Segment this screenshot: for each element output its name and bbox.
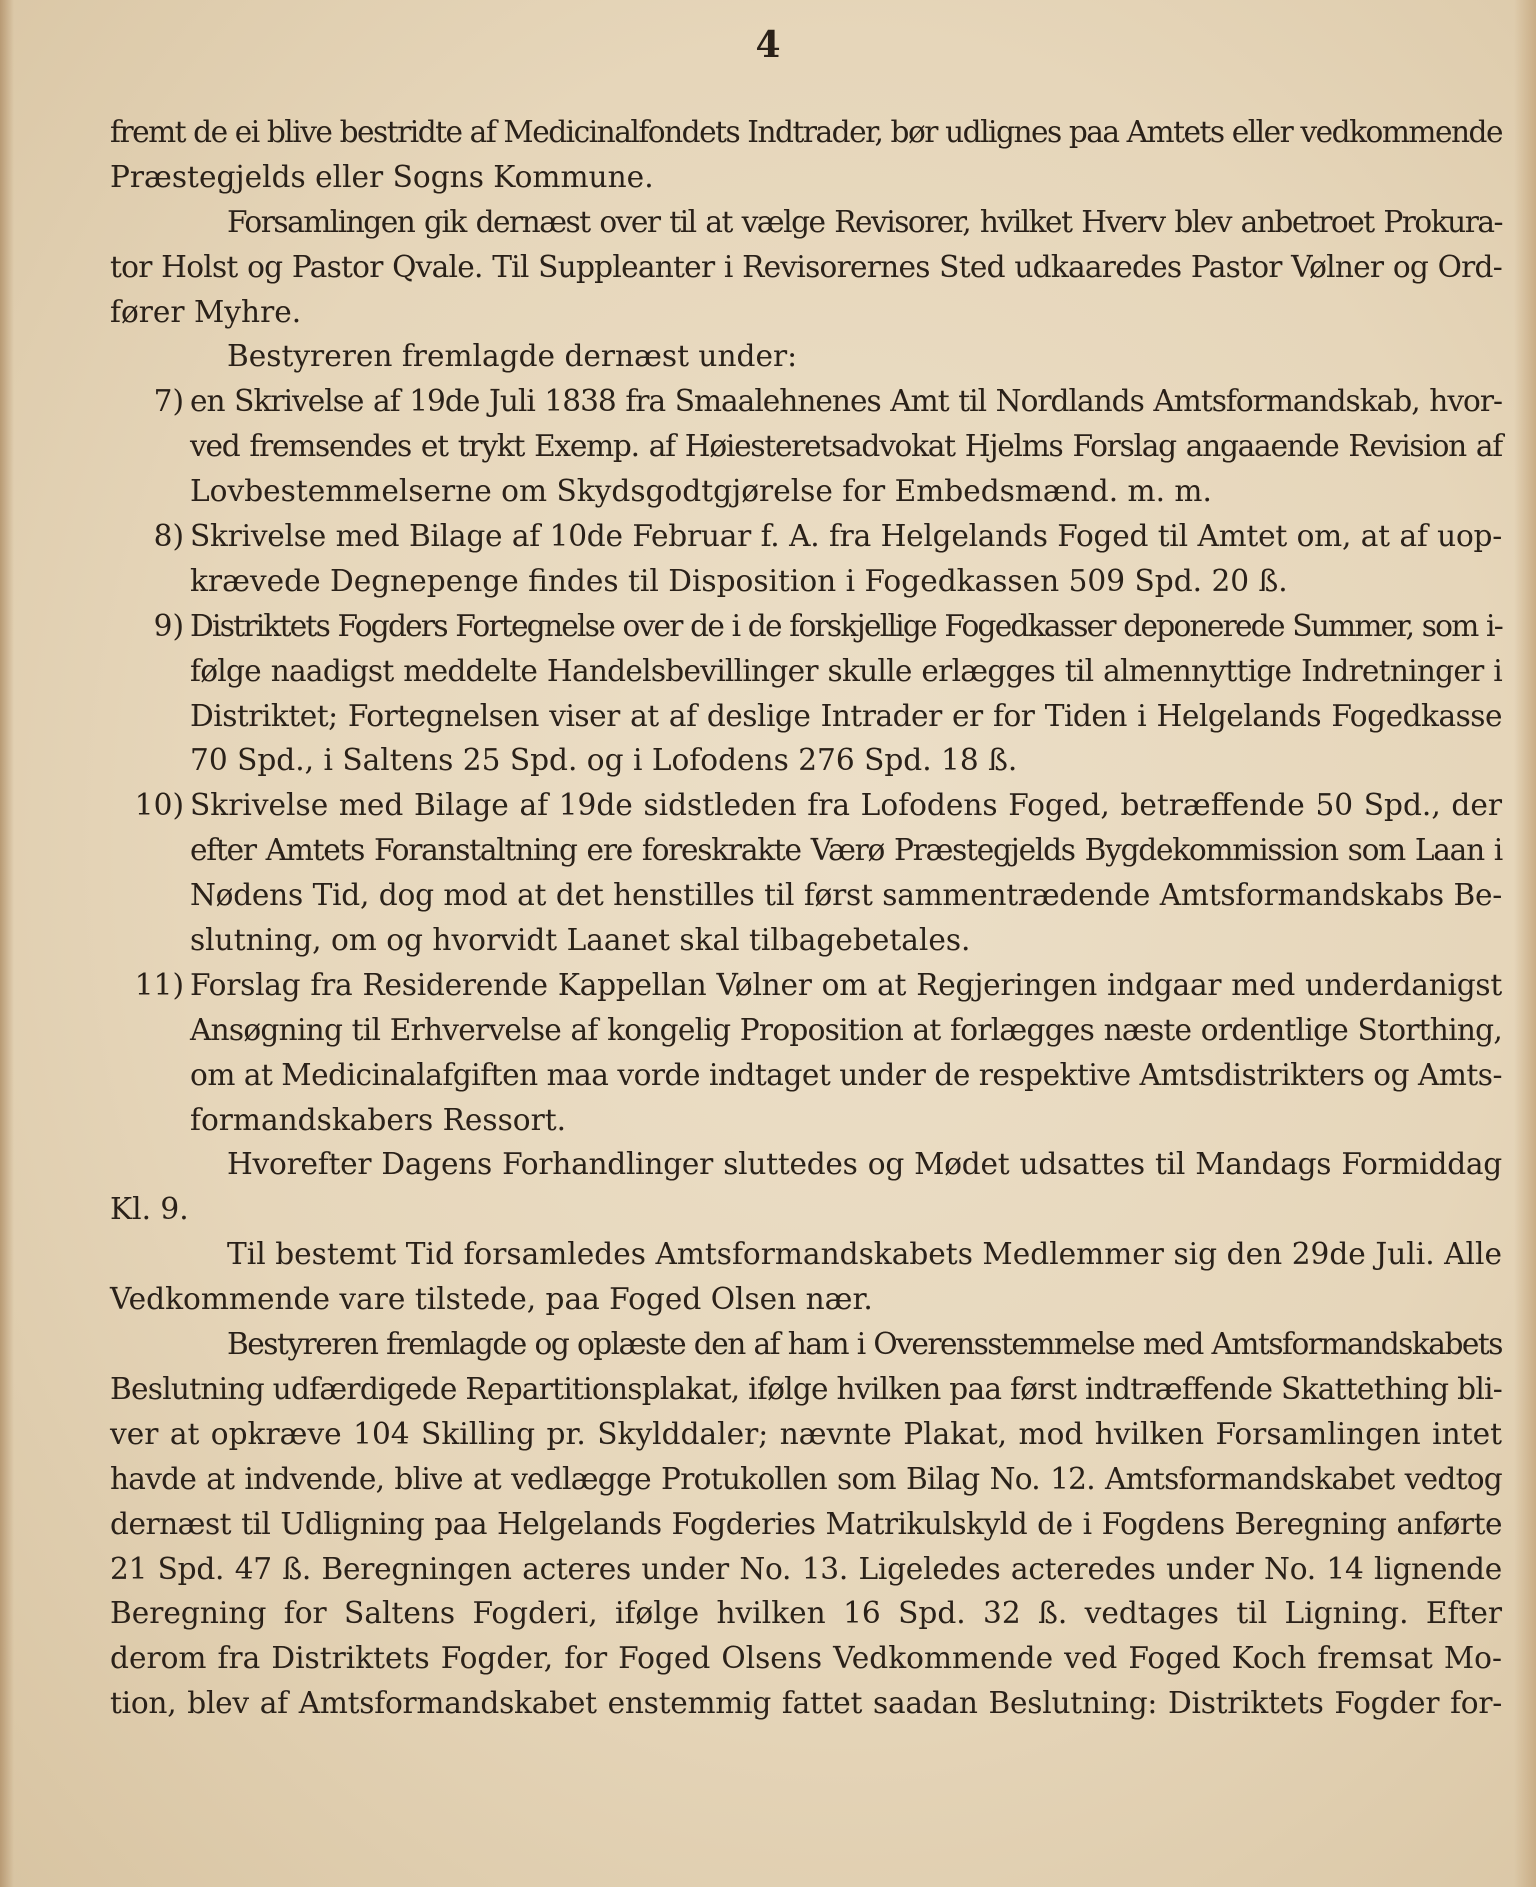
page-number: 4 [755,24,781,66]
list-item-9 [110,604,1502,784]
page-edge-shadow-left [0,0,14,1887]
text-line: 70 Spd., i Saltens 25 Spd. og i Lofodens 276 Spd. 18 ß. [190,743,1018,778]
text-line: Nødens Tid, dog mod at det henstilles til først sammentrædende Amtsformandskabs Be- [190,878,1502,913]
text-line: Bestyreren fremlagde dernæst under: [227,339,798,374]
page-edge-shadow-right [1514,0,1536,1887]
list-item-10 [110,783,1502,963]
list-item-8 [110,514,1502,604]
text-line: Skrivelse med Bilage af 10de Februar f. A. fra Helgelands Foged til Amtet om, at af uop- [190,519,1502,554]
text-line: Kl. 9. [110,1192,189,1227]
text-line: slutning, om og hvorvidt Laanet skal tilbagebetales. [190,923,971,958]
text-line: Skrivelse med Bilage af 19de sidstleden fra Lofodens Foged, betræffende 50 Spd., der [190,788,1502,823]
text-line: fremt de ei blive bestridte af Medicinalfondets Indtrader, bør udlignes paa Amtets eller vedkommende [110,115,1502,149]
text-line: Distriktet; Fortegnelsen viser at af deslige Intrader er for Tiden i Helgelands Fogedkasse [190,698,1502,733]
list-item-7 [110,379,1502,514]
text-line: Distriktets Fogders Fortegnelse over de i de forskjellige Fogedkasser deponerede Summer, som i- [190,608,1502,643]
text-line: Ansøgning til Erhvervelse af kongelig Proposition at forlægges næste ordentlige Storthing, [190,1012,1502,1047]
text-line: tor Holst og Pastor Qvale. Til Suppleanter i Revisorernes Sted udkaaredes Pastor Vølner og Ord- [110,249,1502,284]
text-line: Forslag fra Residerende Kappellan Vølner om at Regjeringen indgaar med underdanigst [190,967,1502,1002]
page-body [110,110,1502,1726]
text-line: 21 Spd. 47 ß. Beregningen acteres under No. 13. Ligeledes acteredes under No. 14 lignende [110,1551,1502,1586]
text-line: fører Myhre. [110,294,302,329]
text-line: ver at opkræve 104 Skilling pr. Skylddaler; nævnte Plakat, mod hvilken Forsamlingen intet [110,1416,1502,1451]
text-line: Vedkommende vare tilstede, paa Foged Olsen nær. [110,1282,873,1317]
text-line: Beregning for Saltens Fogderi, ifølge hvilken 16 Spd. 32 ß. vedtages til Ligning. Efter [110,1596,1502,1631]
text-line: følge naadigst meddelte Handelsbevillinger skulle erlægges til almennyttige Indretninger i [190,653,1502,688]
text-line: tion, blev af Amtsformandskabet enstemmig fattet saadan Beslutning: Distriktets Fogder for- [110,1686,1502,1721]
text-line: ved fremsendes et trykt Exemp. af Høiesteretsadvokat Hjelms Forslag angaaende Revision af [190,429,1502,464]
text-line: Lovbestemmelserne om Skydsgodtgjørelse for Embedsmænd. m. m. [190,474,1212,509]
text-line: havde at indvende, blive at vedlægge Protukollen som Bilag No. 12. Amtsformandskabet vedtog [110,1461,1502,1496]
text-line: efter Amtets Foranstaltning ere foreskrakte Værø Præstegjelds Bygdekommission som Laan i [190,833,1502,868]
item-number: 10) [134,788,184,823]
text-line: Beslutning udfærdigede Repartitionsplakat, ifølge hvilken paa først indtræffende Skattething bli- [110,1371,1502,1406]
text-line: om at Medicinalafgiften maa vorde indtaget under de respektive Amtsdistrikters og Amts- [190,1057,1502,1092]
text-line: krævede Degnepenge findes til Disposition i Fogedkassen 509 Spd. 20 ß. [190,563,1288,598]
text-line: Til bestemt Tid forsamledes Amtsformandskabets Medlemmer sig den 29de Juli. Alle [227,1237,1502,1272]
item-number: 11) [134,967,184,1002]
text-line: Forsamlingen gik dernæst over til at vælge Revisorer, hvilket Hverv blev anbetroet Prokura- [227,204,1502,239]
text-line: en Skrivelse af 19de Juli 1838 fra Smaalehnenes Amt til Nordlands Amtsformandskab, hvor- [190,384,1502,419]
text-line: dernæst til Udligning paa Helgelands Fogderies Matrikulskyld de i Fogdens Beregning anførte [110,1506,1502,1541]
text-line: derom fra Distriktets Fogder, for Foged Olsens Vedkommende ved Foged Koch fremsat Mo- [110,1641,1502,1676]
item-number: 9) [153,608,184,643]
text-line: formandskabers Ressort. [190,1102,567,1137]
item-number: 8) [153,519,184,554]
item-number: 7) [153,384,184,419]
text-line: Præstegjelds eller Sogns Kommune. [110,159,654,194]
list-item-11 [110,963,1502,1143]
text-line: Hvorefter Dagens Forhandlinger sluttedes og Mødet udsattes til Mandags Formiddag [227,1147,1502,1182]
text-line: Bestyreren fremlagde og oplæste den af ham i Overensstemmelse med Amtsformandskabets [227,1327,1502,1362]
